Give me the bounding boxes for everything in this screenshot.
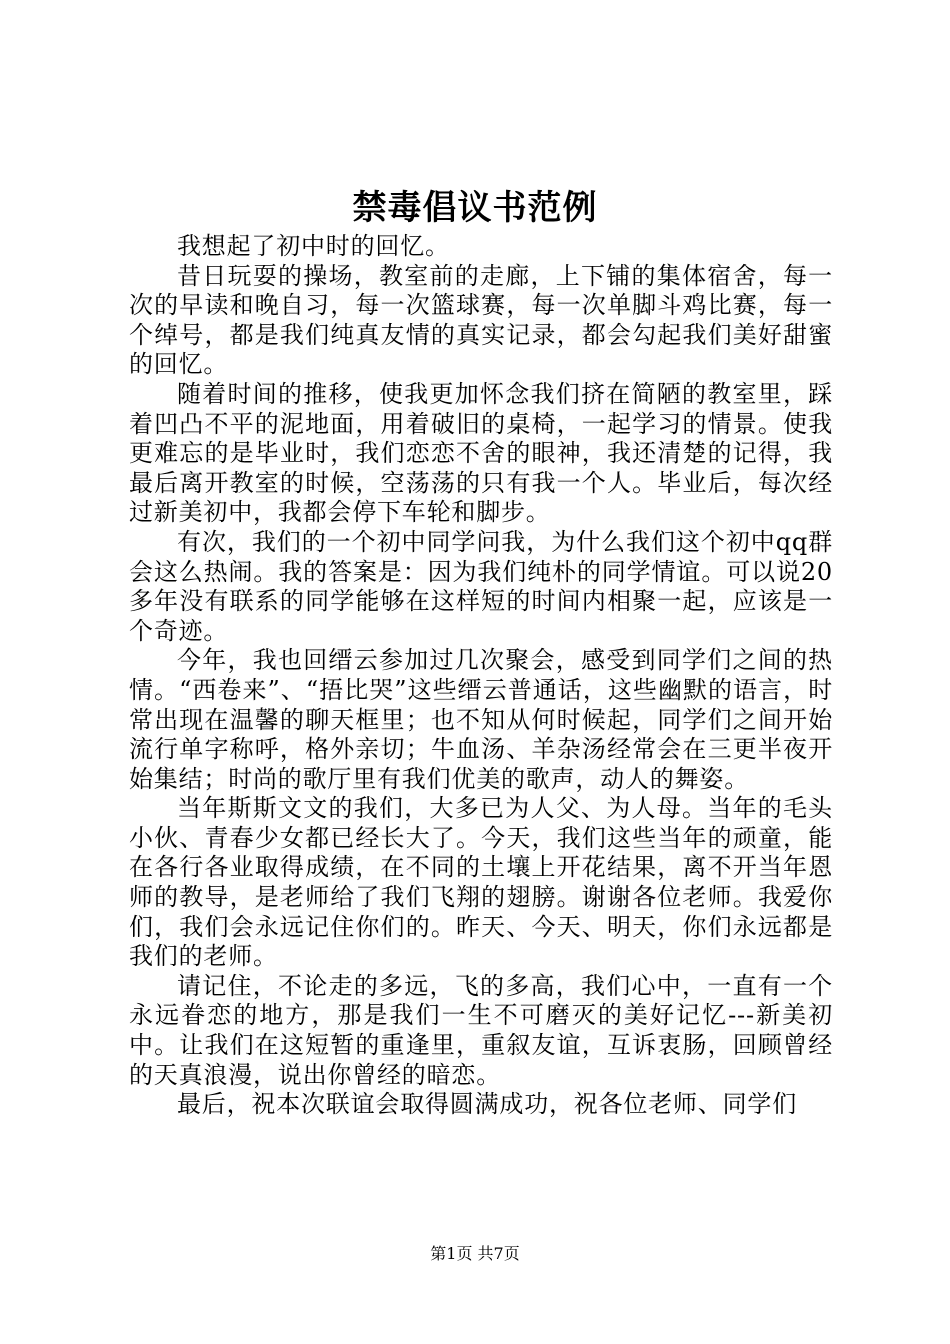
paragraph: 请记住，不论走的多远，飞的多高，我们心中，一直有一个永远眷恋的地方，那是我们一生不可磨灭的美好记忆---新美初中。让我们在这短暂的重逢里，重叙友谊，互诉衷肠，回顾曾经的天真浪漫，说出你曾经的暗恋。 xyxy=(129,971,833,1089)
paragraph: 最后，祝本次联谊会取得圆满成功，祝各位老师、同学们 xyxy=(177,1090,797,1119)
document-body xyxy=(129,232,833,1120)
paragraph: 随着时间的推移，使我更加怀念我们挤在简陋的教室里，踩着凹凸不平的泥地面，用着破旧的桌椅，一起学习的情景。使我更难忘的是毕业时，我们恋恋不舍的眼神，我还清楚的记得，我最后离开教室的时候，空荡荡的只有我一个人。毕业后，每次经过新美初中，我都会停下车轮和脚步。 xyxy=(129,379,833,527)
paragraph: 我想起了初中时的回忆。 xyxy=(177,232,450,260)
document-title: 禁毒倡议书范例 xyxy=(352,188,598,228)
page-number-footer: 第1页 共7页 xyxy=(430,1244,520,1263)
paragraph: 当年斯斯文文的我们，大多已为人父、为人母。当年的毛头小伙、青春少女都已经长大了。今天，我们这些当年的顽童，能在各行各业取得成绩，在不同的土壤上开花结果，离不开当年恩师的教导，是老师给了我们飞翔的翅膀。谢谢各位老师。我爱你们，我们会永远记住你们的。昨天、今天、明天，你们永远都是我们的老师。 xyxy=(129,794,833,971)
paragraph: 昔日玩耍的操场，教室前的走廊，上下铺的集体宿舍，每一次的早读和晚自习，每一次篮球赛，每一次单脚斗鸡比赛，每一个绰号，都是我们纯真友情的真实记录，都会勾起我们美好甜蜜的回忆。 xyxy=(129,261,833,379)
paragraph: 今年，我也回缙云参加过几次聚会，感受到同学们之间的热情。“西卷来”、“捂比哭”这些缙云普通话，这些幽默的语言，时常出现在温馨的聊天框里；也不知从何时候起，同学们之间开始流行单字称呼，格外亲切；牛血汤、羊杂汤经常会在三更半夜开始集结；时尚的歌厅里有我们优美的歌声，动人的舞姿。 xyxy=(129,646,833,793)
paragraph: 有次，我们的一个初中同学问我，为什么我们这个初中qq群会这么热闹。我的答案是：因为我们纯朴的同学情谊。可以说20多年没有联系的同学能够在这样短的时间内相聚一起，应该是一个奇迹。 xyxy=(129,527,833,645)
